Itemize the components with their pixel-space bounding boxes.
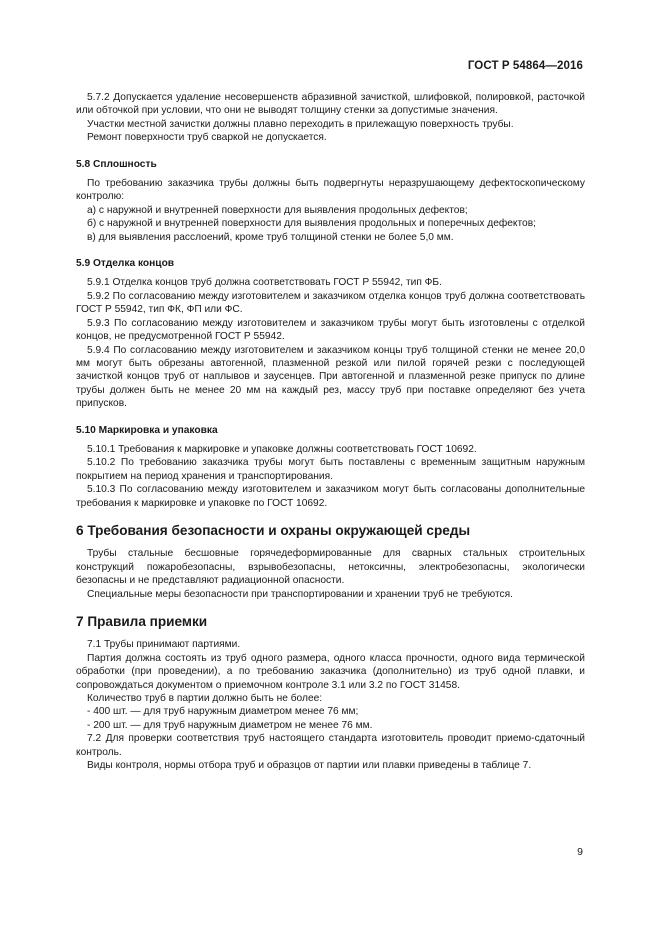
section-heading-7: 7 Правила приемки: [76, 614, 208, 629]
list-item: а) с наружной и внутренней поверхности для выявления продольных дефектов;: [87, 204, 468, 216]
list-item: - 200 шт. — для труб наружным диаметром не менее 76 мм.: [87, 719, 373, 731]
document-body: [76, 91, 585, 772]
paragraph-5-10-1: 5.10.1 Требования к маркировке и упаковке должны соответствовать ГОСТ 10692.: [87, 443, 477, 455]
page-number: 9: [577, 846, 583, 858]
list-item: - 400 шт. — для труб наружным диаметром менее 76 мм;: [87, 706, 359, 718]
paragraph-5-10-3: 5.10.3 По согласованию между изготовителем и заказчиком могут быть согласованы дополнительные требования к маркировке и упаковке по ГОСТ 10692.: [76, 484, 585, 509]
section-heading-6: 6 Требования безопасности и охраны окружающей среды: [76, 522, 471, 538]
section-heading-5-8: 5.8 Сплошность: [76, 158, 157, 170]
paragraph-5-9-2: 5.9.2 По согласованию между изготовителем и заказчиком отделка концов труб должна соответствовать ГОСТ Р 55942, тип ФК, ФП или ФС.: [76, 290, 585, 316]
paragraph-5-10-2: 5.10.2 По требованию заказчика трубы могут быть поставлены с временным защитным наружным покрытием на период хранения и транспортирования.: [76, 457, 585, 482]
paragraph: Ремонт поверхности труб сваркой не допускается.: [87, 132, 327, 144]
paragraph: Количество труб в партии должно быть не более:: [87, 693, 323, 705]
paragraph: По требованию заказчика трубы должны быть подвергнуты неразрушающему дефектоскопическому контролю:: [76, 178, 585, 203]
section-heading-5-10: 5.10 Маркировка и упаковка: [76, 424, 218, 436]
paragraph: Трубы стальные бесшовные горячедеформированные для сварных стальных строительных конструкций пожаробезопасны, взрывобезопасны, нетоксичны, электробезопасны, экологически безопасны и не представляют радиационной опасности.: [76, 548, 585, 587]
paragraph-7-2: 7.2 Для проверки соответствия труб настоящего стандарта изготовитель проводит приемо-сдаточный контроль.: [76, 733, 585, 758]
paragraph: Специальные меры безопасности при транспортировании и хранении труб не требуются.: [87, 588, 513, 600]
paragraph-5-9-4: 5.9.4 По согласованию между изготовителем и заказчиком концы труб толщиной стенки не менее 20,0 мм могут быть обрезаны автогенной, плазменной резкой или пилой горячей резки с последующей зачисткой концов труб от наплывов и заусенцев. При автогенной и плазменной резке припуск по длине трубы должен быть не менее 20 мм на каждый рез, массу труб при поставке определяют без учета припусков.: [76, 344, 585, 410]
list-item: б) с наружной и внутренней поверхности для выявления продольных и поперечных дефектов;: [87, 218, 536, 230]
document-header: ГОСТ Р 54864—2016: [467, 60, 583, 72]
paragraph: Виды контроля, нормы отбора труб и образцов от партии или плавки приведены в таблице 7.: [87, 760, 532, 772]
paragraph-5-9-1: 5.9.1 Отделка концов труб должна соответствовать ГОСТ Р 55942, тип ФБ.: [87, 277, 442, 289]
paragraph-5-7-2: 5.7.2 Допускается удаление несовершенств абразивной зачисткой, шлифовкой, полировкой, расточкой или обточкой при условии, что они не выводят толщину стенки за допустимые значения.: [76, 92, 585, 117]
section-heading-5-9: 5.9 Отделка концов: [76, 258, 175, 270]
paragraph: Партия должна состоять из труб одного размера, одного класса прочности, одного вида термической обработки (при проведении), а по требованию заказчика (дополнительно) из труб одной плавки, и сопровождаться документом о приемочном контроле 3.1 или 3.2 по ГОСТ 31458.: [76, 652, 585, 691]
list-item: в) для выявления расслоений, кроме труб толщиной стенки не более 5,0 мм.: [87, 231, 454, 243]
paragraph-7-1: 7.1 Трубы принимают партиями.: [87, 639, 241, 651]
paragraph: Участки местной зачистки должны плавно переходить в прилежащую поверхность трубы.: [87, 118, 514, 130]
paragraph-5-9-3: 5.9.3 По согласованию между изготовителем и заказчиком трубы могут быть изготовлены с отделкой концов, не предусмотренной ГОСТ Р 55942.: [76, 317, 585, 343]
